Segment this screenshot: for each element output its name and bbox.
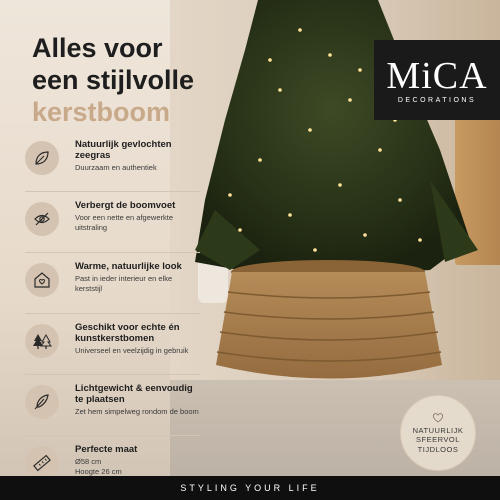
headline — [32, 32, 194, 128]
ruler-icon — [25, 446, 59, 480]
logo-subtitle: DECORATIONS — [397, 96, 477, 104]
eye-off-icon — [25, 202, 59, 236]
feature-item — [25, 252, 200, 313]
feature-title: Lichtgewicht & eenvoudig te plaatsen — [75, 383, 193, 405]
leaf-icon — [25, 141, 59, 175]
house-heart-icon — [25, 263, 59, 297]
footer-bar — [0, 476, 500, 500]
logo-wordmark: MiCA — [386, 54, 488, 97]
feature-description: Ø58 cm Hoogte 26 cm — [75, 457, 122, 476]
feature-title: Geschikt voor echte én kunstkerstbomen — [75, 322, 180, 344]
headline-line-3: kerstboom — [32, 97, 171, 127]
feature-item — [25, 374, 200, 435]
footer-tagline: STYLING YOUR LIFE — [180, 483, 320, 493]
feature-description: Voor een nette en afgewerkte uitstraling — [75, 213, 173, 232]
feature-title: Verbergt de boomvoet — [75, 200, 176, 211]
feature-description: Zet hem simpelweg rondom de boom — [75, 407, 199, 416]
trees-icon — [25, 324, 59, 358]
feather-icon — [25, 385, 59, 419]
feature-description: Duurzaam en authentiek — [75, 163, 157, 172]
feature-description: Past in ieder interieur en elke kerststijl — [75, 274, 173, 293]
seagrass-basket — [216, 260, 442, 379]
feature-title: Natuurlijk gevlochten zeegras — [75, 139, 172, 161]
qualities-badge — [400, 395, 476, 471]
feature-title: Perfecte maat — [75, 444, 138, 455]
feature-item — [25, 313, 200, 374]
badge-line: TIJDLOOS — [417, 444, 459, 454]
feature-title: Warme, natuurlijke look — [75, 261, 182, 272]
badge-line: NATUURLIJK — [412, 425, 464, 435]
brand-logo — [374, 40, 500, 120]
feature-item — [25, 191, 200, 252]
feature-list — [25, 131, 200, 496]
feature-description: Universeel en veelzijdig in gebruik — [75, 346, 189, 355]
headline-line-1: Alles voor — [32, 33, 163, 63]
heart-icon — [432, 412, 444, 423]
badge-line: SFEERVOL — [416, 435, 460, 445]
feature-item — [25, 131, 200, 191]
headline-line-2: een stijlvolle — [32, 65, 195, 95]
